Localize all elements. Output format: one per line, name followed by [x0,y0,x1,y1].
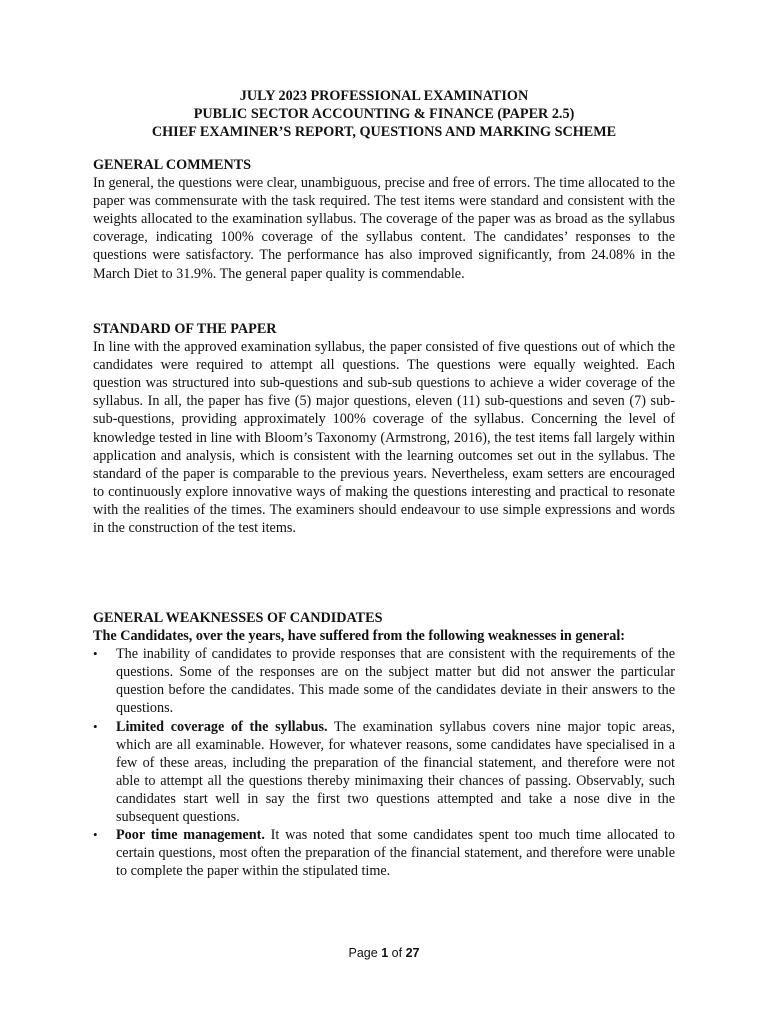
title-line-2: PUBLIC SECTOR ACCOUNTING & FINANCE (PAPER 2.5) [193,106,575,122]
list-item [93,645,675,717]
total-pages: 27 [405,946,420,960]
report-title [0,87,768,141]
title-line-1: JULY 2023 PROFESSIONAL EXAMINATION [239,88,529,104]
of-label: of [391,946,403,960]
weaknesses-heading: GENERAL WEAKNESSES OF CANDIDATES [93,610,383,626]
general-comments-body: In general, the questions were clear, unambiguous, precise and free of errors. The time allocated to the paper was commensurate with the task required. The test items were standard and consistent with the weights allocated to the examination syllabus. The coverage of the paper was as broad as the syllabus coverage, indicating 100% coverage of the syllabus content. The candidates’ responses to the questions were satisfactory. The performance has also improved significantly, from 24.08% in the March Diet to 31.9%. The general paper quality is commendable. [93,175,675,282]
general-comments-section [93,156,675,283]
weaknesses-section [93,609,675,880]
list-item-bold: Poor time management. [116,827,265,844]
weaknesses-list [93,645,675,880]
list-item [93,826,675,880]
general-comments-heading: GENERAL COMMENTS [93,157,252,173]
standard-section [93,320,675,537]
page-number [0,946,768,960]
page-label: Page [348,946,378,960]
bullet-icon: • [93,827,98,843]
standard-body: In line with the approved examination syllabus, the paper consisted of five questions out of which the candidates were required to attempt all questions. The questions were equally weighted. Each question was structured into sub-questions and sub-sub questions to achieve a wider coverage of the syllabus. In all, the paper has five (5) major questions, eleven (11) sub-questions and seven (7) sub-sub-questions, providing approximately 100% coverage of the syllabus. Concerning the level of knowledge tested in line with Bloom’s Taxonomy (Armstrong, 2016), the test items fall largely within application and analysis, which is consistent with the learning outcomes set out in the syllabus. The standard of the paper is comparable to the previous years. Nevertheless, exam setters are encouraged to continuously explore innovative ways of making the questions interesting and practical to resonate with the realities of the times. The examiners should endeavour to use simple expressions and words in the construction of the test items. [93,339,675,537]
list-item-text: The inability of candidates to provide responses that are consistent with the requirements of the questions. Some of the responses are on the subject matter but did not answer the particular question before the candidates. This made some of the candidates deviate in their answers to the questions. [116,646,675,717]
standard-heading: STANDARD OF THE PAPER [93,321,277,337]
list-item-text: The examination syllabus covers nine major topic areas, which are all examinable. However, for whatever reasons, some candidates have specialised in a few of these areas, including the preparation of the financial statement, and therefore were not able to attempt all the questions thereby minimaxing their chances of passing. Observably, such candidates start well in say the first two questions attempted and take a nose dive in the subsequent questions. [116,718,675,826]
list-item-text: It was noted that some candidates spent too much time allocated to certain questions, most often the preparation of the financial statement, and therefore were unable to complete the paper within the stipulated time. [116,827,675,880]
list-item-bold: Limited coverage of the syllabus. [116,718,328,735]
bullet-icon: • [93,646,98,662]
weaknesses-lead: The Candidates, over the years, have suffered from the following weaknesses in general: [93,628,625,645]
list-item [93,718,675,827]
title-line-3: CHIEF EXAMINER’S REPORT, QUESTIONS AND MARKING SCHEME [151,124,617,140]
current-page: 1 [381,946,389,960]
bullet-icon: • [93,718,98,734]
